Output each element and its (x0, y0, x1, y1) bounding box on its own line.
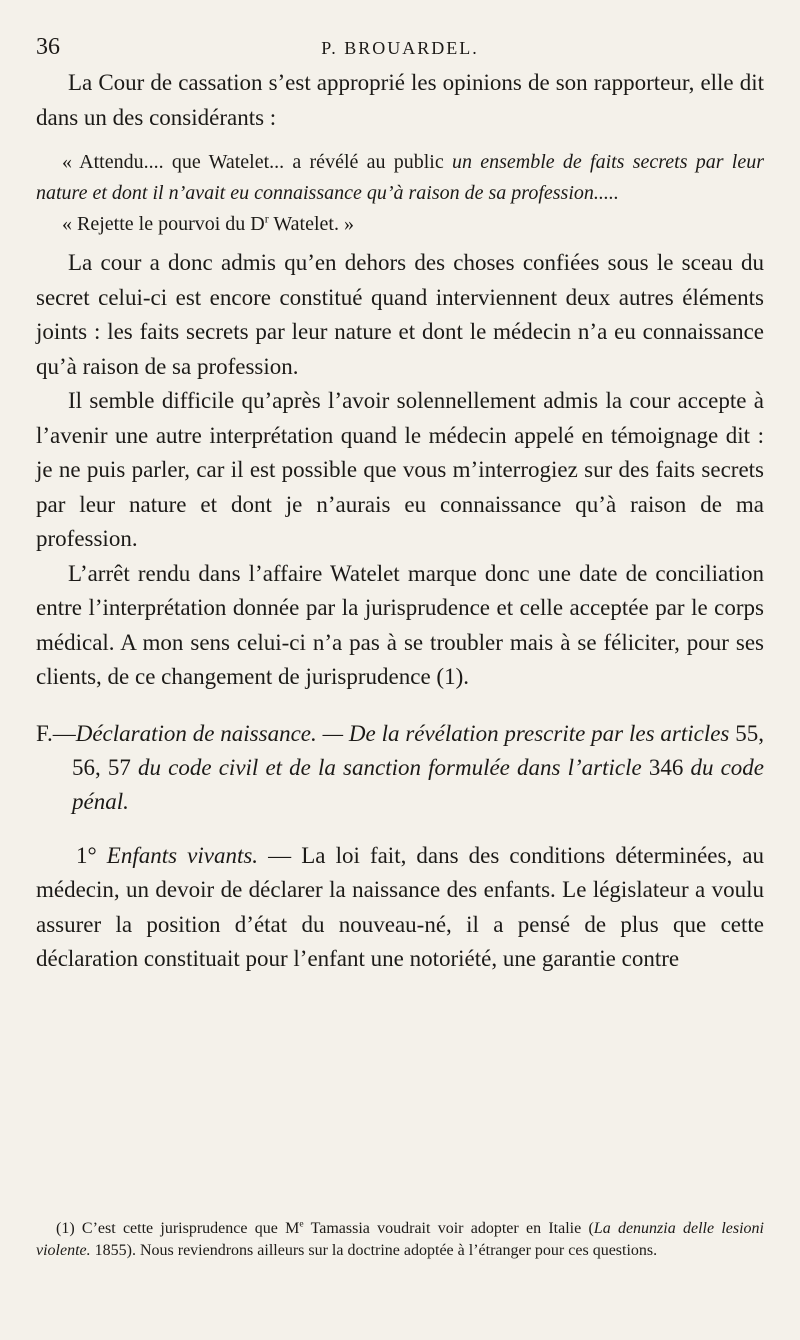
quote-rejette (36, 209, 764, 240)
paragraph-4: L’arrêt rendu dans l’affaire Watelet marque donc une date de conciliation entre l’interprétation donnée par la jurisprudence et celle acceptée par le corps médical. A mon sens celui-ci n’a pas à se troubler mais à se féliciter, pour ses clients, de ce changement de jurisprudence (1). (36, 560, 764, 689)
section-num-a: 55, 56, 57 (72, 720, 764, 780)
running-head (36, 30, 764, 66)
section-f-heading (36, 717, 764, 819)
footnote-1-sup: e (299, 1218, 304, 1230)
quote-rejette-a: « Rejette le pourvoi du D (62, 213, 265, 235)
subsection-enfants-vivants (36, 839, 764, 977)
body-text (36, 66, 764, 977)
quote-rejette-sup: r (264, 211, 269, 226)
quote-attendu-italic: un ensemble de faits secrets par leur nature et dont il n’avait eu connaissance qu’à raison de sa profession..... (36, 151, 764, 204)
paragraph-2: La cour a donc admis qu’en dehors des choses confiées sous le sceau du secret celui-ci est encore constitué quand interviennent deux autres éléments joints : les faits secrets par leur nature et dont le médecin n’a eu connaissance qu’à raison de sa profession. (36, 250, 764, 379)
subsection-text: — La loi fait, dans des conditions déterminées, au médecin, un devoir de déclarer la naissance des enfants. Le législateur a voulu assurer la position d’état du nouveau-né, il a pensé de plus que cette déclaration constituait pour l’enfant une notoriété, une garantie contre (36, 842, 764, 971)
section-title-a: Déclaration de naissance. — De la révélation prescrite par les articles (75, 720, 730, 746)
footnotes (36, 1218, 764, 1262)
footnote-1-b: Tamassia voudrait voir adopter en Italie ( (303, 1220, 594, 1237)
quote-attendu (36, 147, 764, 209)
quote-rejette-b: Watelet. » (268, 213, 354, 235)
footnote-1-a: (1) C’est cette jurisprudence que M (56, 1220, 300, 1237)
page-number: 36 (36, 34, 60, 60)
subsection-number: 1° (76, 842, 97, 868)
section-dash: — (52, 720, 76, 746)
section-letter: F. (36, 720, 53, 746)
paragraph-3: Il semble difficile qu’après l’avoir solennellement admis la cour accepte à l’avenir une autre interprétation quand le médecin appelé en témoignage dit : je ne puis parler, car il est possible que vous m’interrogiez sur des faits secrets par leur nature et dont je n’aurais eu connaissance qu’à raison de ma profession. (36, 388, 764, 551)
footnote-1 (36, 1218, 764, 1262)
section-num-b: 346 (641, 754, 691, 780)
footnote-1-c: 1855). Nous reviendrons ailleurs sur la doctrine adoptée à l’étranger pour ces questions. (90, 1242, 658, 1259)
paragraph-1: La Cour de cassation s’est approprié les opinions de son rapporteur, elle dit dans un des considérants : (36, 70, 764, 130)
subsection-title: Enfants vivants. (96, 842, 259, 868)
book-page (36, 30, 764, 977)
court-quote (36, 147, 764, 240)
footnote-1-italic: La denunzia delle lesioni violente. (36, 1220, 765, 1259)
quote-attendu-roman: « Attendu.... que Watelet... a révélé au public (62, 151, 452, 173)
running-title: P. BROUARDEL. (321, 38, 479, 58)
section-title-c: du code pénal. (72, 754, 765, 814)
section-title-b: du code civil et de la sanction formulée dans l’article (138, 754, 642, 780)
